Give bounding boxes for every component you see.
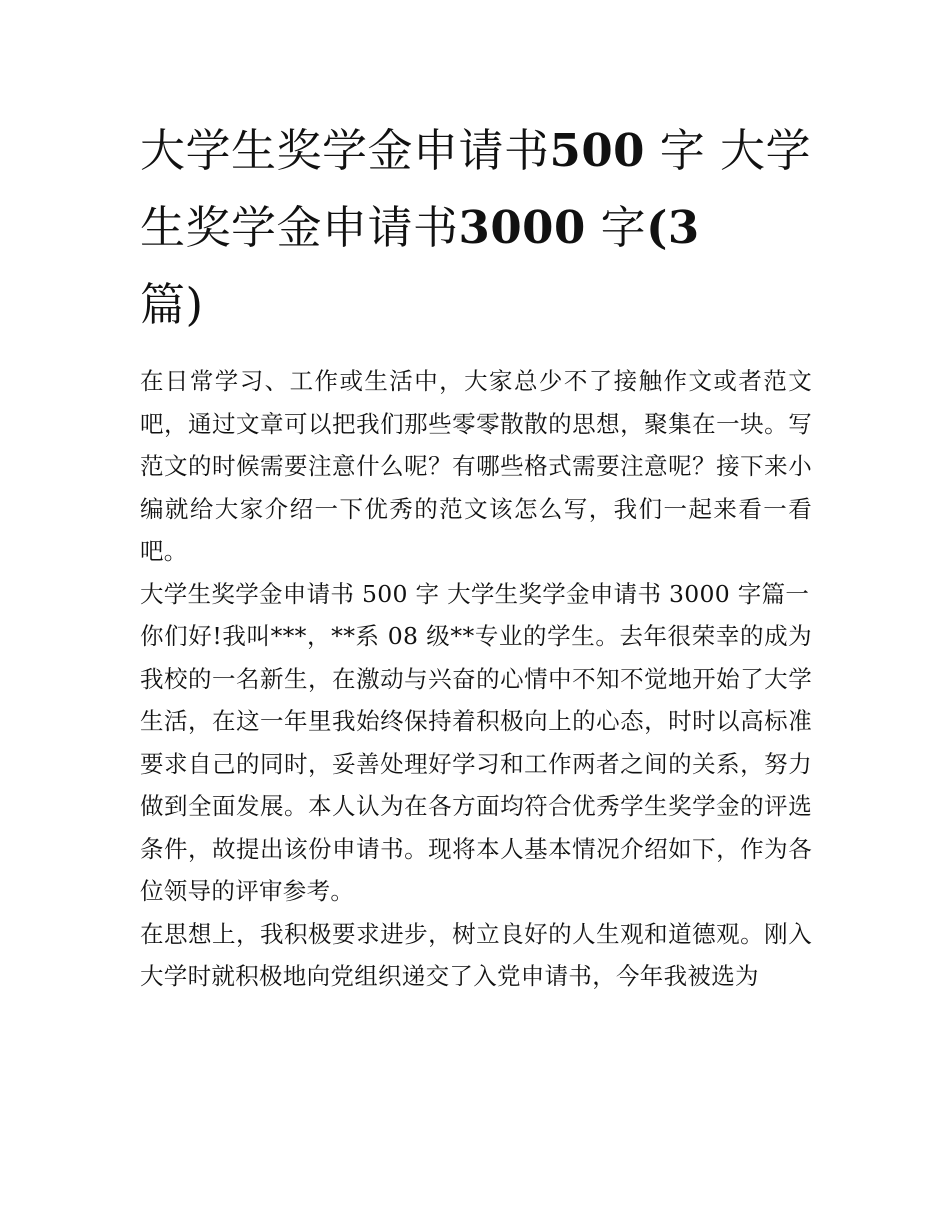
body-paragraph: 你们好!我叫***，**系 08 级**专业的学生。去年很荣幸的成为我校的一名新生，在激动与兴奋的心情中不知不觉地开始了大学生活，在这一年里我始终保持着积极向上的心态，时时以高标准要求自己的同时，妥善处理好学习和工作两者之间的关系，努力做到全面发展。本人认为在各方面均符合优秀学生奖学金的评选条件，故提出该份申请书。现将本人基本情况介绍如下，作为各位领导的评审参考。: [140, 622, 812, 905]
title-part: 篇): [140, 278, 204, 331]
title-number: 500: [549, 124, 645, 177]
title-number: 3000: [458, 201, 586, 254]
title-number: (3: [646, 201, 700, 254]
section-heading: 大学生奖学金申请书 500 字 大学生奖学金申请书 3000 字篇一: [140, 579, 810, 608]
document-page: [140, 112, 812, 998]
title-part: 大学生奖学金申请书: [140, 124, 550, 177]
title-part: 字: [585, 201, 647, 254]
intro-paragraph: 在日常学习、工作或生活中，大家总少不了接触作文或者范文吧，通过文章可以把我们那些零零散散的思想，聚集在一块。写范文的时候需要注意什么呢？有哪些格式需要注意呢？接下来小编就给大家介绍一下优秀的范文该怎么写，我们一起来看一看吧。: [140, 367, 812, 565]
document-title: [140, 112, 812, 343]
title-part: 字 大学生奖学金申请书: [140, 124, 812, 254]
document-body: [140, 360, 812, 998]
body-paragraph: 在思想上，我积极要求进步，树立良好的人生观和道德观。刚入大学时就积极地向党组织递交了入党申请书，今年我被选为: [140, 919, 812, 990]
